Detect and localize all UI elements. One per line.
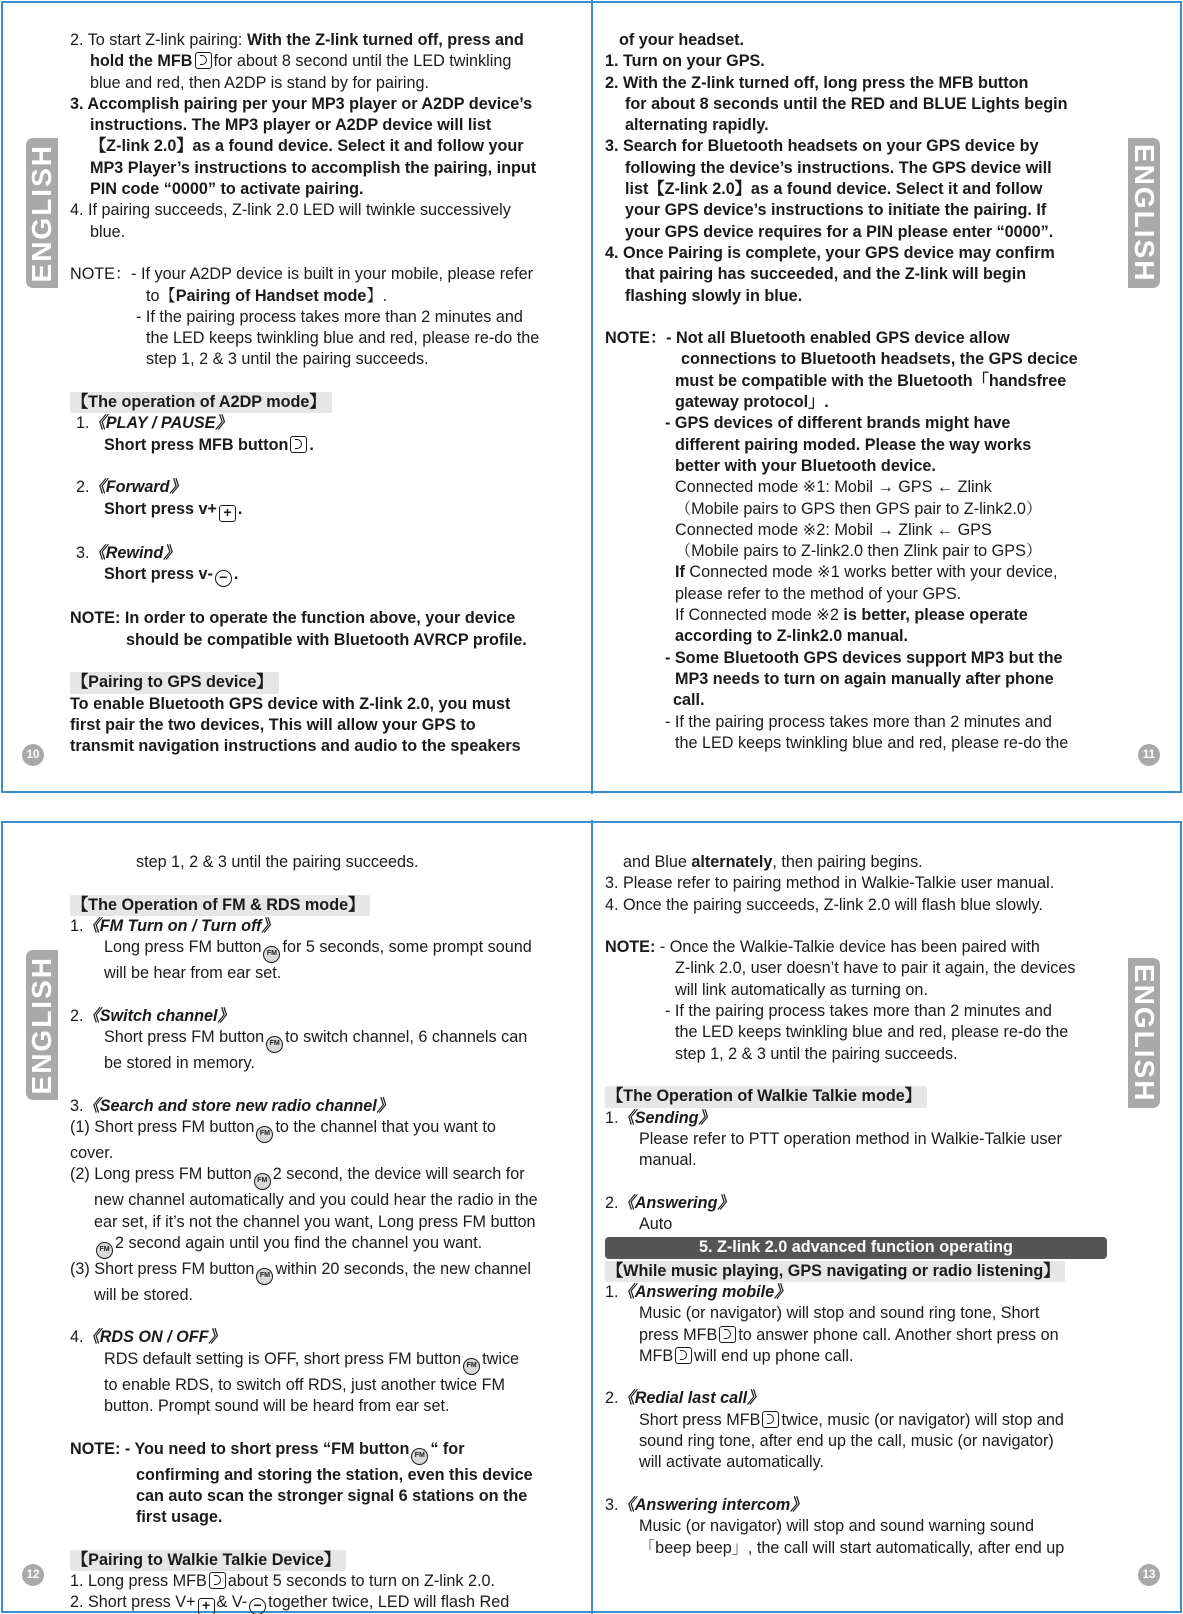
gps-note: NOTE：- Not all Bluetooth enabled GPS device allow xyxy=(605,329,1010,348)
spread-pages-12-13 xyxy=(0,820,1183,1614)
walkie-note: NOTE: - Once the Walkie-Talkie device has been paired with xyxy=(605,938,1040,957)
gps-step-3: 3. Search for Bluetooth headsets on your GPS device by xyxy=(605,137,1039,156)
mfb-button-icon xyxy=(209,1572,226,1589)
step-2: 2. To start Z-link pairing: With the Z-link turned off, press and xyxy=(70,31,524,49)
section-heading-fm-rds: 【The Operation of FM & RDS mode】 xyxy=(70,895,370,916)
spread-pages-10-11 xyxy=(0,0,1183,794)
minus-button-icon: − xyxy=(215,570,232,587)
page-13-content: and Blue alternately, then pairing begins. 3. Please refer to pairing method in Walkie-Talkie user manual. 4. Once the pairing succeeds, Z-link 2.0 will flash blue slowly. NOTE: - Once the Walkie-Talkie device has been paired with Z-link 2.0, user doesn’t have to pair it again, the devices will link automatically as turning on. - If the pairing process takes more than 2 minutes and the LED keeps twinkling blue and red, please re-do the step 1, 2 & 3 until the pairing succeeds. 【The Operation of Walkie Talkie mode】 1.《Sending》 Please refer to PTT operation method in Walkie-Talkie user manual. 2.《Answering》 Auto 5. Z-link 2.0 advanced function operating 【While music playing, GPS navigating or radio listening】 1.《Answering mobile》 Music (or navigator) will stop and sound ring tone, Short press MFB to answer phone call. Another short press on MFB will end up phone call. 2.《Redial last call》 Short press MFB twice, music (or navigator) will stop and sound ring tone, after end up the call, music (or navigator) will activate automatically. 3.《Answering intercom》 Music (or navigator) will stop and sound warning sound 「beep beep」, the call will start automatically, after end up xyxy=(605,852,1107,1559)
page-number: 13 xyxy=(1138,1564,1160,1586)
mfb-button-icon xyxy=(675,1347,692,1364)
language-tab: ENGLISH xyxy=(26,950,58,1100)
section-heading-walkie-pairing: 【Pairing to Walkie Talkie Device】 xyxy=(70,1550,346,1571)
page-10 xyxy=(0,0,591,794)
note: NOTE：- If your A2DP device is built in your mobile, please refer xyxy=(70,265,534,284)
page-12 xyxy=(0,820,591,1614)
language-tab: ENGLISH xyxy=(1128,958,1160,1108)
fm-button-icon: FM xyxy=(263,946,280,963)
note-avrcp: NOTE: In order to operate the function above, your device xyxy=(70,609,516,628)
page-number: 10 xyxy=(22,744,44,766)
mfb-button-icon xyxy=(195,52,212,69)
language-tab: ENGLISH xyxy=(1128,138,1160,288)
fm-button-icon: FM xyxy=(256,1126,273,1143)
fm-button-icon: FM xyxy=(96,1242,113,1259)
page-11 xyxy=(593,0,1183,794)
minus-button-icon: − xyxy=(249,1598,266,1614)
fm-button-icon: FM xyxy=(463,1358,480,1375)
fm-button-icon: FM xyxy=(411,1448,428,1465)
gps-step-2: 2. With the Z-link turned off, long press the MFB button xyxy=(605,73,1029,92)
fm-button-icon: FM xyxy=(266,1036,283,1053)
step-3: 3. Accomplish pairing per your MP3 player or A2DP device’s xyxy=(70,94,533,113)
page-12-content: step 1, 2 & 3 until the pairing succeeds. 【The Operation of FM & RDS mode】 1.《FM Turn on / Turn off》 Long press FM button FM for 5 seconds, some prompt sound will be hear from ear set. 2.《Switch channel》 Short press FM button FM to switch channel, 6 channels can be stored in memory. 3.《Search and store new radio channel》 (1) Short press FM button FM to the channel that you want to cover. (2) Long press FM button FM 2 second, the device will search for new channel automatically and you could hear the radio in the ear set, if it’s not the channel you want, Long press FM button FM 2 second again until you find the channel you want. (3) Short press FM button FM within 20 seconds, the new channel will be stored. 4.《RDS ON / OFF》 RDS default setting is OFF, short press FM button FM twice to enable RDS, to switch off RDS, just another twice FM button. Prompt sound will be heard from ear set. NOTE: - You need to short press “FM button FM “ for confirming and storing the station, even this device can auto scan the stronger signal 6 stations on the first usage. 【Pairing to Walkie Talkie Device】 1. Long press MFB about 5 seconds to turn on Z-link 2.0. 2. Short press V+ + & V- − together twice, LED will flash Red xyxy=(70,852,580,1614)
page-11-content: of your headset. 1. Turn on your GPS. 2. With the Z-link turned off, long press the MFB button for about 8 seconds until the RED and BLUE Lights begin alternating rapidly. 3. Search for Bluetooth headsets on your GPS device by following the device’s instructions. The GPS device will list【Z-link 2.0】as a found device. Select it and follow your GPS device’s instructions to initiate the pairing. If your GPS device requires for a PIN please enter “0000”. 4. Once Pairing is complete, your GPS device may confirm that pairing has succeeded, and the Z-link will begin flashing slowly in blue. NOTE：- Not all Bluetooth enabled GPS device allow connections to Bluetooth headsets, the GPS decice must be compatible with the Bluetooth「handsfree gateway protocol」. - GPS devices of different brands might have different pairing moded. Please the way works better with your Bluetooth device. Connected mode ※1: Mobil → GPS ← Zlink （Mobile pairs to GPS then GPS pair to Z-link2.0） Connected mode ※2: Mobil → Zlink ← GPS （Mobile pairs to Z-link2.0 then Zlink pair to GPS） If Connected mode ※1 works better with your device, please refer to the method of your GPS. If Connected mode ※2 is better, please operate according to Z-link2.0 manual. - Some Bluetooth GPS devices support MP3 but the MP3 needs to turn on again manually after phone call. - If the pairing process takes more than 2 minutes and the LED keeps twinkling blue and red, please re-do the xyxy=(605,30,1107,754)
plus-button-icon: + xyxy=(219,505,236,522)
page-13 xyxy=(593,820,1183,1614)
fm-note: NOTE: - You need to short press “FM button FM “ for xyxy=(70,1439,580,1465)
section-heading-walkie-mode: 【The Operation of Walkie Talkie mode】 xyxy=(605,1086,927,1107)
section-heading-a2dp: 【The operation of A2DP mode】 xyxy=(70,392,332,413)
fm-button-icon: FM xyxy=(254,1173,271,1190)
page-number: 12 xyxy=(22,1564,44,1586)
mfb-button-icon xyxy=(762,1411,779,1428)
gps-step-1: 1. Turn on your GPS. xyxy=(605,52,765,71)
language-tab: ENGLISH xyxy=(26,138,58,288)
plus-button-icon: + xyxy=(198,1598,215,1614)
mfb-button-icon xyxy=(719,1326,736,1343)
section-heading-gps: 【Pairing to GPS device】 xyxy=(70,672,279,693)
gps-step-4: 4. Once Pairing is complete, your GPS device may confirm xyxy=(605,243,1055,262)
mfb-button-icon xyxy=(290,436,307,453)
page-number: 11 xyxy=(1138,744,1160,766)
step-4: 4. If pairing succeeds, Z-link 2.0 LED will twinkle successively xyxy=(70,201,511,220)
page-10-content: 2. To start Z-link pairing: With the Z-link turned off, press and hold the MFB for about 8 second until the LED twinkling blue and red, then A2DP is stand by for pairing. 3. Accomplish pairing per your MP3 player or A2DP device’s instructions. The MP3 player or A2DP device will list 【Z-link 2.0】as a found device. Select it and follow your MP3 Player’s instructions to accomplish the pairing, input PIN code “0000” to activate pairing. 4. If pairing succeeds, Z-link 2.0 LED will twinkle successively blue. NOTE：- If your A2DP device is built in your mobile, please refer to【Pairing of Handset mode】. - If the pairing process takes more than 2 minutes and the LED keeps twinkling blue and red, please re-do the step 1, 2 & 3 until the pairing succeeds. 【The operation of A2DP mode】 1.《PLAY / PAUSE》 Short press MFB button . 2.《Forward》 Short press v+ + . 3.《Rewind》 Short press v- − . NOTE: In order to operate the function above, your device should be compatible with Bluetooth AVRCP profile. 【Pairing to GPS device】 To enable Bluetooth GPS device with Z-link 2.0, you must first pair the two devices, This will allow your GPS to transmit navigation instructions and audio to the speakers xyxy=(70,30,580,758)
fm-button-icon: FM xyxy=(256,1268,273,1285)
chapter-banner: 5. Z-link 2.0 advanced function operating xyxy=(605,1237,1107,1258)
section-heading-while-playing: 【While music playing, GPS navigating or radio listening】 xyxy=(605,1261,1065,1282)
